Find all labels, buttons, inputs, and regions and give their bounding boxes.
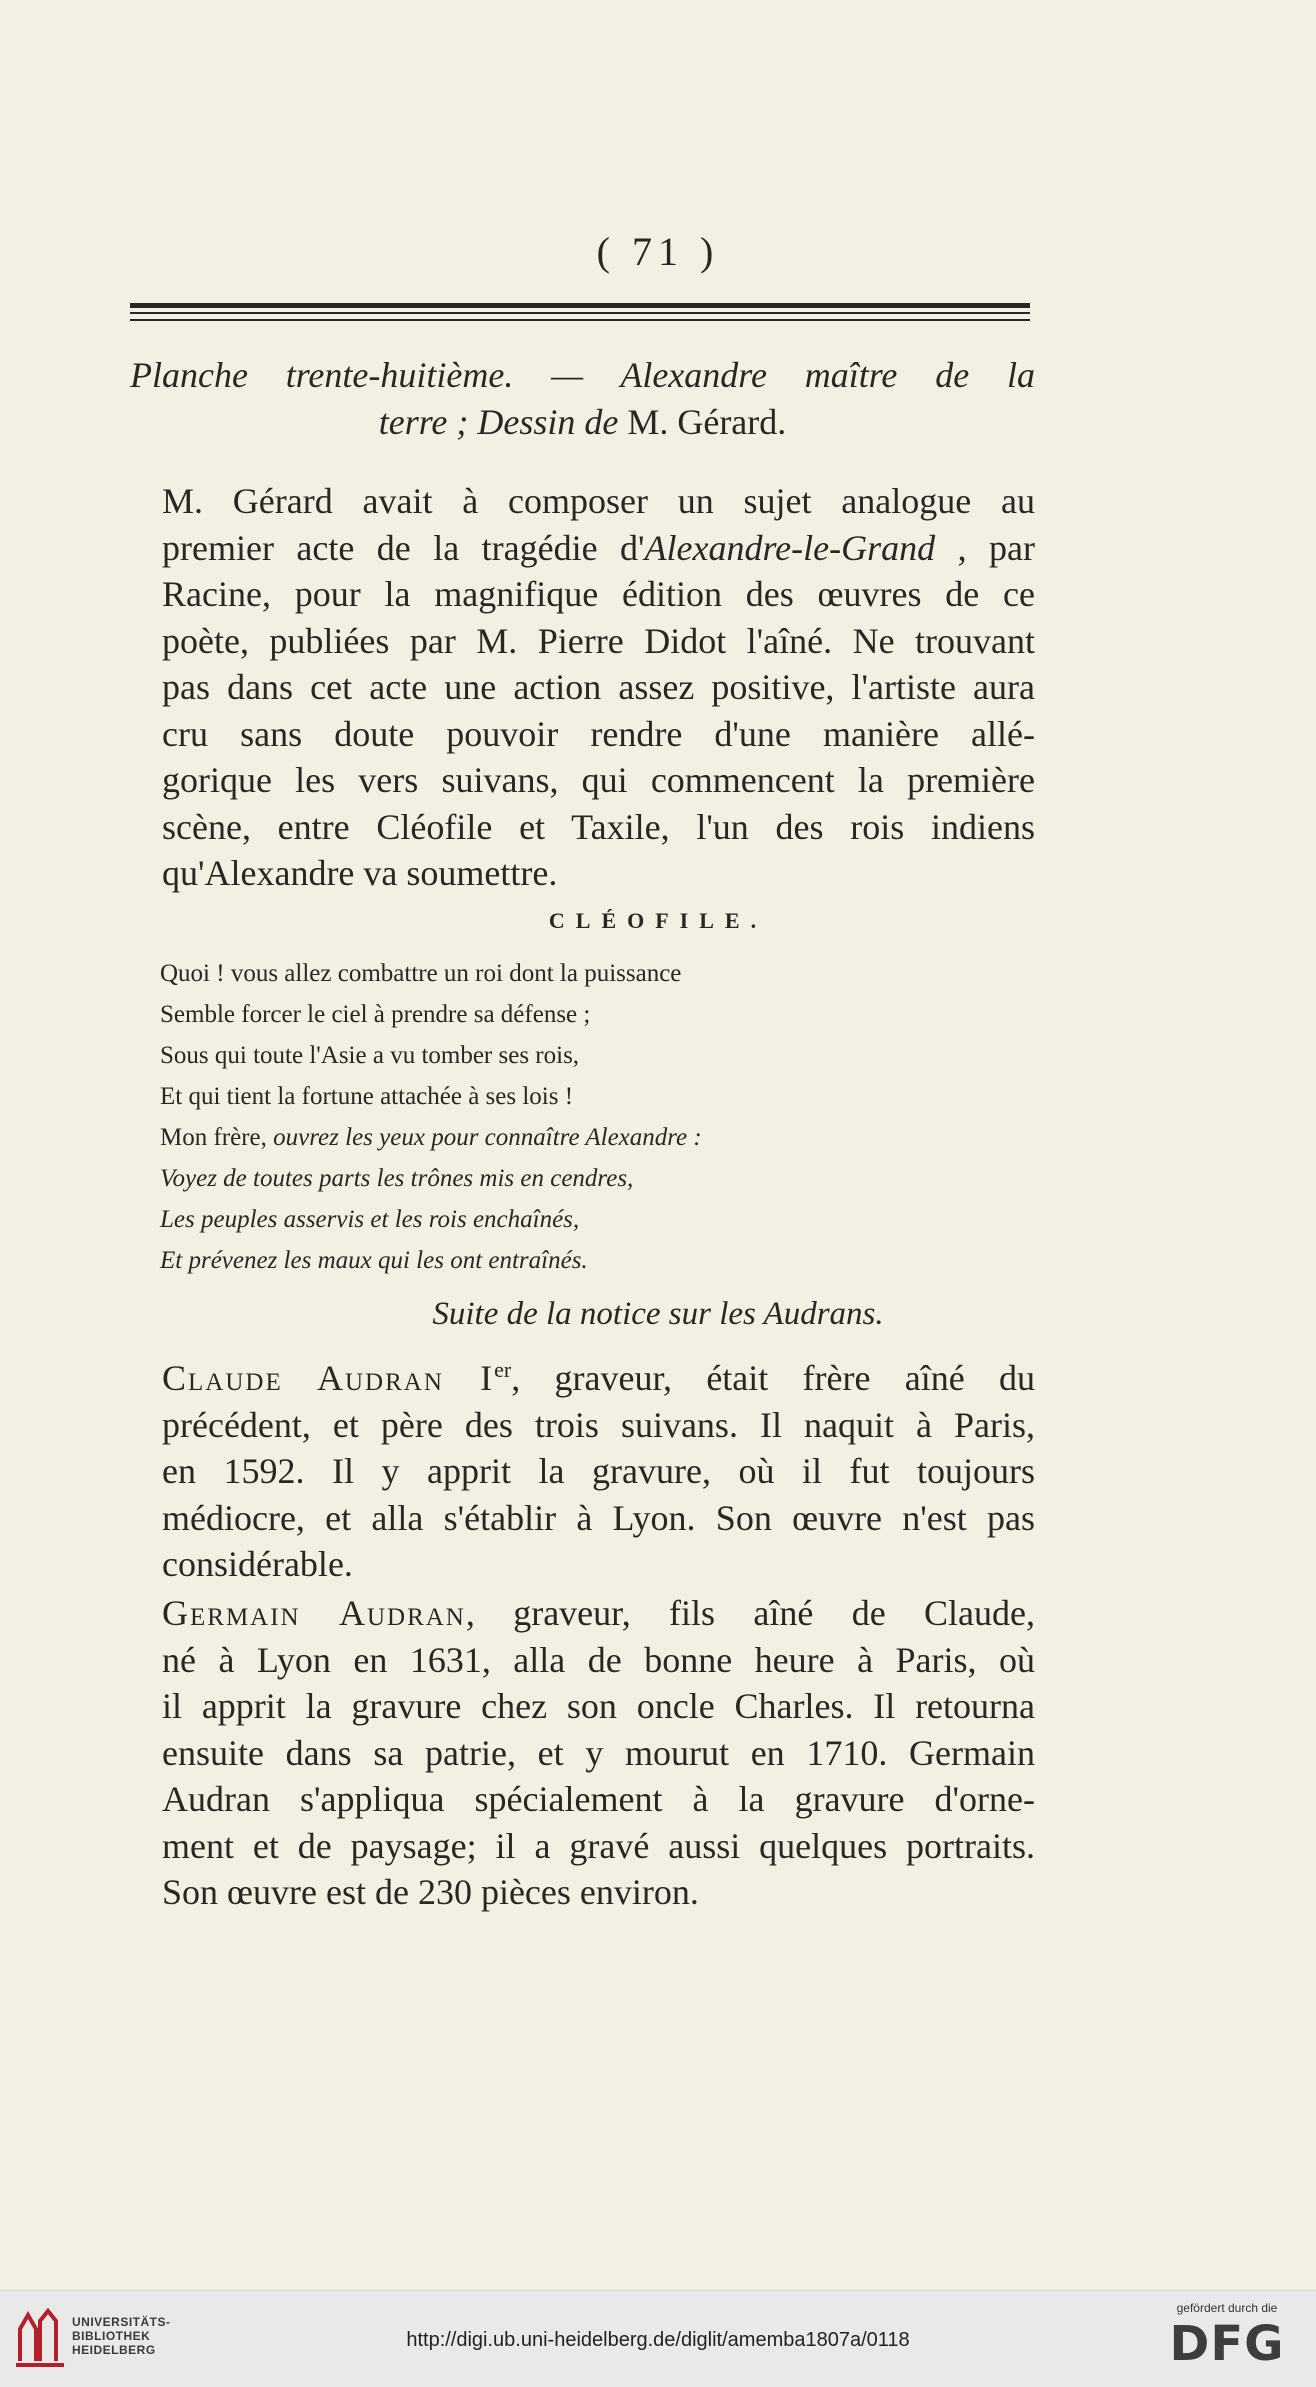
- text-line: scène, entre Cléofile et Taxile, l'un des rois indiens: [162, 806, 1035, 847]
- plate-heading: [130, 352, 1035, 446]
- play-title: Alexandre-le-Grand: [644, 527, 936, 568]
- text-line: cru sans doute pouvoir rendre d'une manière allé-: [162, 713, 1035, 754]
- ordinal: er: [494, 1357, 512, 1382]
- text-line: né à Lyon en 1631, alla de bonne heure à Paris, où: [162, 1639, 1035, 1680]
- verse-line: Sous qui toute l'Asie a vu tomber ses rois,: [160, 1042, 580, 1069]
- library-name-line: HEIDELBERG: [72, 2343, 156, 2357]
- speaker-name: CLÉOFILE.: [548, 908, 768, 933]
- heading-text: terre ; Dessin de: [378, 402, 628, 442]
- paragraph-gerard: [130, 478, 1035, 897]
- text-fragment: , par: [935, 527, 1036, 568]
- text-line: il apprit la gravure chez son oncle Charles. Il retourna: [162, 1686, 1035, 1726]
- text-line: [130, 1590, 1035, 1637]
- verse-line: [160, 1117, 1000, 1158]
- page-number: ( 71 ): [596, 229, 720, 274]
- verse-line: Voyez de toutes parts les trônes mis en cendres,: [160, 1165, 634, 1192]
- verse-quotation: [160, 953, 1000, 1281]
- verse-fragment: Mon frère,: [160, 1124, 274, 1151]
- text-line: Son œuvre est de 230 pièces environ.: [162, 1872, 699, 1912]
- text-line: Audran s'appliqua spécialement à la gravure d'orne-: [162, 1779, 1035, 1819]
- text-line: poète, publiées par M. Pierre Didot l'aîné. Ne trouvant: [162, 620, 1035, 661]
- text-line: qu'Alexandre va soumettre.: [162, 853, 558, 893]
- viewer-footer: [0, 2290, 1316, 2387]
- paragraph-claude-audran: [130, 1355, 1035, 1588]
- text-line: précédent, et père des trois suivans. Il naquit à Paris,: [162, 1404, 1035, 1445]
- text-line: gorique les vers suivans, qui commencent la première: [162, 760, 1035, 800]
- text-line: [130, 525, 1035, 572]
- library-name-line: UNIVERSITÄTS-: [72, 2315, 171, 2329]
- text-fragment: premier acte de la tragédie d': [162, 527, 645, 568]
- text-line: [130, 1355, 1035, 1402]
- text-line: considérable.: [162, 1544, 353, 1584]
- text-line: M. Gérard avait à composer un sujet analogue au: [162, 481, 1035, 521]
- funded-by-label: gefördert durch die: [1176, 2301, 1278, 2315]
- heading-rule: [130, 319, 1030, 321]
- text-fragment: , graveur, était frère aîné du: [511, 1358, 1035, 1398]
- verse-line: Quoi ! vous allez combattre un roi dont la puissance: [160, 960, 682, 987]
- dfg-logo: DFG: [1169, 2316, 1285, 2372]
- verse-line: Les peuples asservis et les rois enchaînés,: [160, 1206, 580, 1233]
- verse-line: Et prévenez les maux qui les ont entraînés.: [160, 1247, 588, 1274]
- person-name: Claude Audran I: [162, 1358, 495, 1398]
- section-subtitle: Suite de la notice sur les Audrans.: [432, 1296, 884, 1332]
- heading-line: Planche trente-huitième. — Alexandre maître de la: [130, 355, 1035, 395]
- text-line: médiocre, et alla s'établir à Lyon. Son œuvre n'est pas: [162, 1497, 1035, 1538]
- text-line: pas dans cet acte une action assez positive, l'artiste aura: [162, 667, 1035, 707]
- person-name: Germain Audran: [162, 1593, 466, 1633]
- text-line: Racine, pour la magnifique édition des œuvres de ce: [162, 574, 1035, 614]
- permalink-url[interactable]: http://digi.ub.uni-heidelberg.de/diglit/amemba1807a/0118: [406, 2329, 910, 2351]
- library-name-line: BIBLIOTHEK: [72, 2329, 151, 2343]
- text-line: ensuite dans sa patrie, et y mourut en 1710. Germain: [162, 1732, 1035, 1773]
- text-line: ment et de paysage; il a gravé aussi quelques portraits.: [162, 1825, 1035, 1866]
- heading-rule: [130, 312, 1030, 314]
- verse-fragment: ouvrez les yeux pour connaître Alexandre :: [273, 1124, 702, 1151]
- paragraph-germain-audran: [130, 1590, 1035, 1916]
- text-line: en 1592. Il y apprit la gravure, où il fut toujours: [162, 1451, 1035, 1491]
- heading-line: [130, 399, 1035, 446]
- heading-rule: [130, 303, 1030, 308]
- text-fragment: , graveur, fils aîné de Claude,: [465, 1593, 1035, 1633]
- verse-line: Et qui tient la fortune attachée à ses lois !: [160, 1083, 574, 1110]
- verse-line: Semble forcer le ciel à prendre sa défense ;: [160, 1001, 591, 1028]
- funder-badge: [1152, 2301, 1302, 2372]
- heading-name: M. Gérard.: [627, 402, 787, 442]
